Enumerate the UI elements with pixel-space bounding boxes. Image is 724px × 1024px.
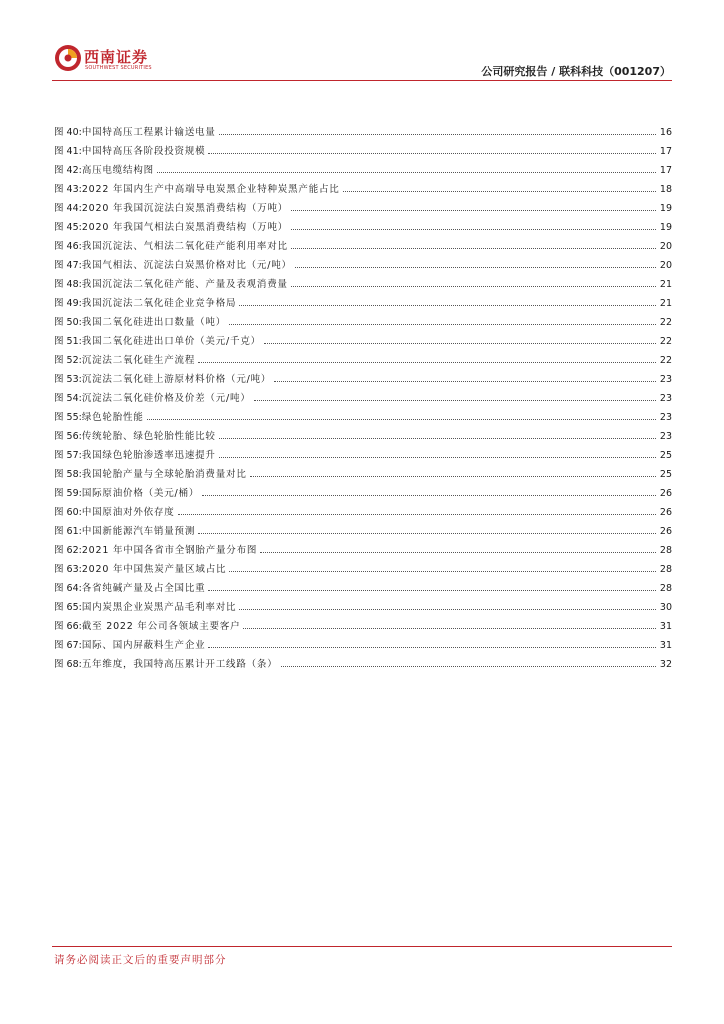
footer-divider	[52, 946, 672, 947]
toc-entry-label: 图 61:	[54, 526, 82, 537]
toc-leader-dots	[219, 426, 656, 439]
toc-entry-label: 图 57:	[54, 450, 82, 461]
toc-entry[interactable]	[54, 198, 672, 217]
toc-entry-title: 中国原油对外依存度	[81, 507, 175, 518]
toc-entry-title: 传统轮胎、绿色轮胎性能比较	[81, 431, 216, 442]
toc-entry[interactable]	[54, 369, 672, 388]
toc-entry-page: 26	[659, 488, 672, 499]
toc-entry-title: 国际、国内屏蔽料生产企业	[81, 640, 206, 651]
toc-leader-dots	[198, 350, 656, 363]
toc-entry-page: 23	[659, 374, 672, 385]
toc-entry-title: 我国轮胎产量与全球轮胎消费量对比	[81, 469, 247, 480]
toc-entry-page: 18	[659, 184, 672, 195]
toc-entry[interactable]	[54, 483, 672, 502]
figure-list	[54, 122, 672, 673]
toc-entry-page: 21	[659, 298, 672, 309]
toc-entry[interactable]	[54, 502, 672, 521]
toc-entry-title: 中国特高压工程累计输送电量	[81, 127, 216, 138]
toc-entry-title: 国际原油价格（美元/桶）	[81, 488, 200, 499]
toc-entry[interactable]	[54, 445, 672, 464]
toc-leader-dots	[198, 521, 656, 534]
toc-entry-label: 图 49:	[54, 298, 82, 309]
toc-entry[interactable]	[54, 141, 672, 160]
toc-entry-label: 图 65:	[54, 602, 82, 613]
toc-entry[interactable]	[54, 540, 672, 559]
toc-leader-dots	[202, 483, 656, 496]
toc-leader-dots	[281, 654, 656, 667]
toc-entry-page: 28	[659, 545, 672, 556]
toc-entry[interactable]	[54, 293, 672, 312]
toc-entry-title: 高压电缆结构图	[81, 165, 154, 176]
toc-entry-title: 我国沉淀法二氧化硅产能、产量及表观消费量	[81, 279, 288, 290]
toc-entry-page: 28	[659, 583, 672, 594]
report-title: 公司研究报告 / 联科科技（001207）	[481, 65, 671, 78]
toc-entry-label: 图 51:	[54, 336, 82, 347]
toc-leader-dots	[260, 540, 656, 553]
toc-entry-page: 31	[659, 640, 672, 651]
toc-entry[interactable]	[54, 236, 672, 255]
toc-leader-dots	[157, 160, 656, 173]
toc-entry-label: 图 58:	[54, 469, 82, 480]
toc-entry[interactable]	[54, 312, 672, 331]
toc-leader-dots	[239, 597, 656, 610]
toc-entry-page: 25	[659, 450, 672, 461]
toc-entry-title: 沉淀法二氧化硅生产流程	[81, 355, 196, 366]
toc-entry-page: 23	[659, 412, 672, 423]
toc-entry-title: 沉淀法二氧化硅上游原材料价格（元/吨）	[81, 374, 272, 385]
toc-leader-dots	[239, 293, 656, 306]
toc-entry[interactable]	[54, 407, 672, 426]
toc-entry-page: 20	[659, 241, 672, 252]
toc-entry-label: 图 43:	[54, 184, 82, 195]
toc-entry-page: 23	[659, 393, 672, 404]
toc-entry[interactable]	[54, 426, 672, 445]
toc-entry-label: 图 67:	[54, 640, 82, 651]
footer-disclaimer: 请务必阅读正文后的重要声明部分	[54, 954, 227, 966]
toc-entry-title: 各省纯碱产量及占全国比重	[81, 583, 206, 594]
toc-leader-dots	[208, 635, 656, 648]
toc-leader-dots	[343, 179, 656, 192]
toc-entry-label: 图 54:	[54, 393, 82, 404]
toc-entry-title: 国内炭黑企业炭黑产品毛利率对比	[81, 602, 237, 613]
toc-entry-label: 图 50:	[54, 317, 82, 328]
toc-entry[interactable]	[54, 217, 672, 236]
toc-entry-label: 图 45:	[54, 222, 82, 233]
toc-entry-label: 图 52:	[54, 355, 82, 366]
toc-leader-dots	[229, 312, 656, 325]
toc-entry-title: 截至 2022 年公司各领域主要客户	[81, 621, 241, 632]
toc-entry[interactable]	[54, 255, 672, 274]
toc-entry-title: 中国新能源汽车销量预测	[81, 526, 196, 537]
header-divider	[52, 80, 672, 81]
toc-leader-dots	[291, 236, 656, 249]
toc-entry-label: 图 41:	[54, 146, 82, 157]
toc-entry-title: 我国沉淀法二氧化硅企业竞争格局	[81, 298, 237, 309]
toc-entry[interactable]	[54, 616, 672, 635]
toc-entry-page: 19	[659, 203, 672, 214]
toc-leader-dots	[178, 502, 656, 515]
toc-leader-dots	[219, 122, 656, 135]
page-header	[0, 0, 724, 84]
toc-entry[interactable]	[54, 597, 672, 616]
toc-entry[interactable]	[54, 274, 672, 293]
toc-leader-dots	[250, 464, 656, 477]
toc-entry-page: 25	[659, 469, 672, 480]
toc-entry-title: 我国二氧化硅进出口数量（吨）	[81, 317, 227, 328]
toc-entry[interactable]	[54, 331, 672, 350]
toc-entry-label: 图 46:	[54, 241, 82, 252]
toc-entry[interactable]	[54, 388, 672, 407]
logo-chinese-name: 西南证券	[84, 48, 149, 66]
toc-entry-page: 30	[659, 602, 672, 613]
toc-entry-label: 图 60:	[54, 507, 82, 518]
toc-entry-title: 2022 年国内生产中高端导电炭黑企业特种炭黑产能占比	[81, 184, 340, 195]
toc-leader-dots	[229, 559, 656, 572]
toc-entry-title: 我国绿色轮胎渗透率迅速提升	[81, 450, 216, 461]
toc-entry[interactable]	[54, 521, 672, 540]
toc-leader-dots	[208, 141, 656, 154]
toc-entry-title: 中国特高压各阶段投资规模	[81, 146, 206, 157]
toc-entry[interactable]	[54, 559, 672, 578]
toc-entry-page: 31	[659, 621, 672, 632]
toc-leader-dots	[264, 331, 656, 344]
toc-leader-dots	[295, 255, 656, 268]
toc-entry-page: 22	[659, 355, 672, 366]
toc-entry-page: 23	[659, 431, 672, 442]
toc-entry-page: 20	[659, 260, 672, 271]
toc-entry-page: 26	[659, 507, 672, 518]
toc-entry[interactable]	[54, 160, 672, 179]
toc-entry-page: 19	[659, 222, 672, 233]
toc-entry-page: 22	[659, 336, 672, 347]
toc-entry[interactable]	[54, 179, 672, 198]
toc-entry-label: 图 47:	[54, 260, 82, 271]
toc-entry-title: 绿色轮胎性能	[81, 412, 144, 423]
toc-entry-title: 我国沉淀法、气相法二氧化硅产能利用率对比	[81, 241, 288, 252]
toc-entry-label: 图 62:	[54, 545, 82, 556]
toc-entry-label: 图 64:	[54, 583, 82, 594]
toc-entry-label: 图 68:	[54, 659, 82, 670]
toc-entry-label: 图 53:	[54, 374, 82, 385]
toc-entry-label: 图 48:	[54, 279, 82, 290]
logo-english-name: SOUTHWEST SECURITIES	[85, 65, 152, 71]
toc-leader-dots	[274, 369, 656, 382]
toc-entry-title: 五年维度，我国特高压累计开工线路（条）	[81, 659, 278, 670]
toc-entry-page: 17	[659, 146, 672, 157]
toc-leader-dots	[147, 407, 656, 420]
toc-entry[interactable]	[54, 122, 672, 141]
toc-leader-dots	[291, 198, 656, 211]
toc-entry[interactable]	[54, 350, 672, 369]
toc-entry-title: 2020 年中国焦炭产量区域占比	[81, 564, 227, 575]
toc-entry[interactable]	[54, 635, 672, 654]
toc-entry-label: 图 66:	[54, 621, 82, 632]
toc-entry-page: 22	[659, 317, 672, 328]
toc-entry-page: 28	[659, 564, 672, 575]
toc-entry-label: 图 59:	[54, 488, 82, 499]
toc-entry-title: 2020 年我国沉淀法白炭黑消费结构（万吨）	[81, 203, 289, 214]
toc-leader-dots	[219, 445, 656, 458]
toc-entry-title: 2021 年中国各省市全钢胎产量分布图	[81, 545, 258, 556]
toc-entry-title: 沉淀法二氧化硅价格及价差（元/吨）	[81, 393, 251, 404]
toc-entry-page: 32	[659, 659, 672, 670]
toc-entry-title: 我国气相法、沉淀法白炭黑价格对比（元/吨）	[81, 260, 292, 271]
toc-leader-dots	[291, 217, 656, 230]
toc-entry-title: 我国二氧化硅进出口单价（美元/千克）	[81, 336, 261, 347]
toc-entry-label: 图 56:	[54, 431, 82, 442]
toc-leader-dots	[208, 578, 656, 591]
company-logo	[54, 44, 154, 74]
toc-entry[interactable]	[54, 578, 672, 597]
toc-entry-label: 图 63:	[54, 564, 82, 575]
toc-entry-label: 图 42:	[54, 165, 82, 176]
toc-leader-dots	[254, 388, 656, 401]
toc-entry-page: 21	[659, 279, 672, 290]
toc-entry[interactable]	[54, 654, 672, 673]
toc-entry-title: 2020 年我国气相法白炭黑消费结构（万吨）	[81, 222, 289, 233]
toc-entry-label: 图 55:	[54, 412, 82, 423]
toc-entry[interactable]	[54, 464, 672, 483]
toc-leader-dots	[243, 616, 656, 629]
logo-emblem-icon	[54, 44, 82, 72]
toc-leader-dots	[291, 274, 656, 287]
toc-entry-page: 26	[659, 526, 672, 537]
toc-entry-label: 图 44:	[54, 203, 82, 214]
toc-entry-page: 16	[659, 127, 672, 138]
toc-entry-page: 17	[659, 165, 672, 176]
toc-entry-label: 图 40:	[54, 127, 82, 138]
